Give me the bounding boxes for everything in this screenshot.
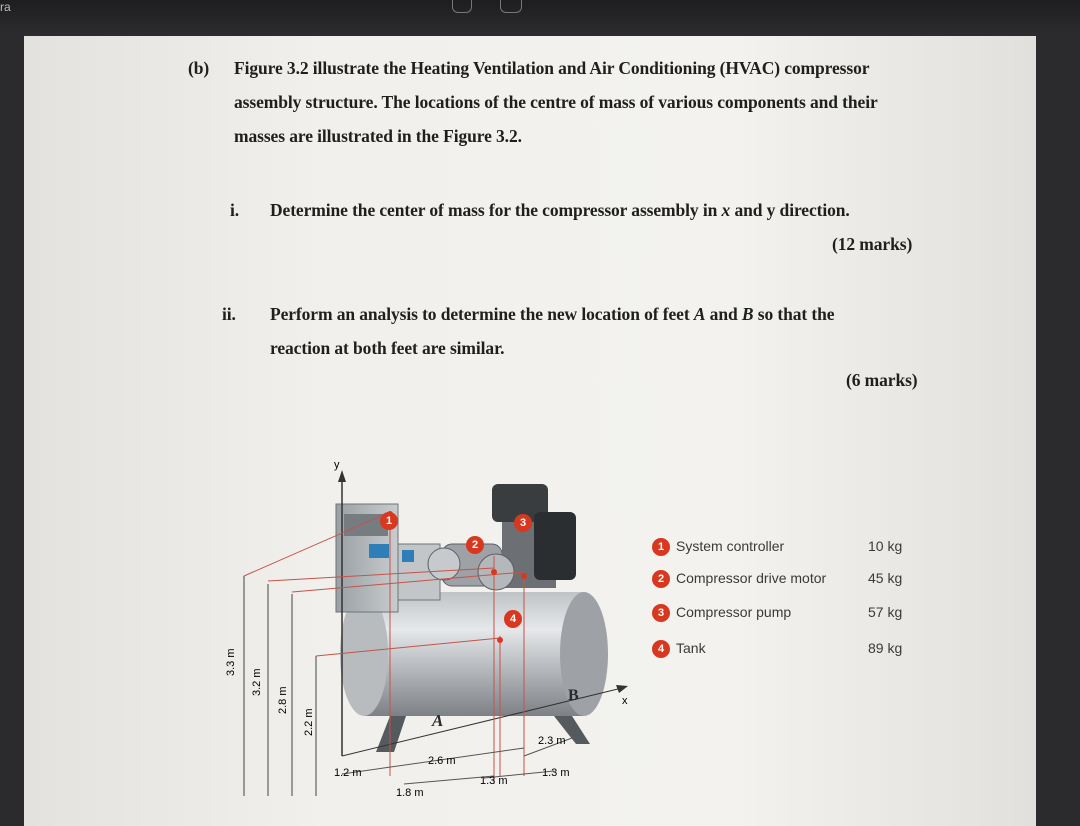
part-b-line-1-text: illustrate the Heating Ventilation and Air Conditioning (HVAC) compressor	[308, 58, 870, 78]
y-axis-arrow	[338, 470, 346, 482]
x-axis-arrow	[616, 685, 628, 693]
badge-2: 2	[466, 536, 484, 554]
dim-label-1-2: 1.2 m	[334, 767, 362, 779]
dim-label-1-3-right: 1.3 m	[542, 767, 570, 779]
toolbar-square-icon[interactable]	[452, 0, 472, 13]
legend-mass-1: 10 kg	[868, 538, 903, 554]
part-b-line-3-end: .	[517, 126, 522, 146]
legend-badge-4: 4	[652, 640, 670, 658]
q2-text-pre: Perform an analysis to determine the new location of feet	[270, 304, 694, 324]
dim-label-1-3-left: 1.3 m	[480, 775, 508, 787]
badge-1: 1	[380, 512, 398, 530]
legend-mass-4: 89 kg	[868, 640, 903, 656]
q2-text-post: so that the	[753, 304, 835, 324]
q1-text-post: and y direction.	[730, 200, 850, 220]
height-label-2-8: 2.8 m	[277, 686, 289, 714]
legend-name-3: Compressor pump	[676, 604, 792, 620]
hvac-compressor-figure	[24, 36, 1036, 826]
foot-a-label: A	[432, 711, 444, 730]
q2-text-a: A	[693, 304, 706, 324]
corner-mark: ra	[0, 0, 11, 14]
badge-3: 3	[514, 514, 532, 532]
question-ii-label: ii.	[222, 304, 236, 324]
y-axis-label: y	[334, 459, 340, 471]
legend-name-2: Compressor drive motor	[676, 570, 827, 586]
com-point-4	[497, 637, 503, 643]
question-ii-line-2: reaction at both feet are similar.	[270, 338, 505, 358]
legend-badge-2: 2	[652, 570, 670, 588]
question-ii-marks: (6 marks)	[846, 370, 918, 390]
x-axis-label: x	[622, 695, 628, 707]
q2-text-mid: and	[705, 304, 742, 324]
height-label-2-2: 2.2 m	[303, 708, 315, 736]
legend-badge-1: 1	[652, 538, 670, 556]
dim-label-2-6: 2.6 m	[428, 755, 456, 767]
dim-label-1-8: 1.8 m	[396, 787, 424, 799]
figure-ref: Figure 3.2	[234, 58, 309, 78]
legend-name-1: System controller	[676, 538, 785, 554]
height-label-3-2: 3.2 m	[251, 668, 263, 696]
part-b-line-3-text: masses are illustrated in the	[234, 126, 444, 146]
com-point-3	[521, 573, 527, 579]
com-point-2	[491, 569, 497, 575]
badge-4: 4	[504, 610, 522, 628]
q1-text-pre: Determine the center of mass for the compressor assembly in	[270, 200, 722, 220]
legend-mass-3: 57 kg	[868, 604, 903, 620]
figure-ref-2: Figure 3.2	[443, 126, 518, 146]
question-i-label: i.	[230, 200, 240, 220]
q1-text-x: x	[721, 200, 731, 220]
legend-badge-3: 3	[652, 604, 670, 622]
foot-b-label: B	[568, 687, 579, 704]
question-paper	[24, 36, 1036, 826]
height-label-3-3: 3.3 m	[225, 648, 237, 676]
part-b-line-2: assembly structure. The locations of the centre of mass of various components and their	[234, 92, 878, 112]
tank-shape	[340, 592, 608, 752]
window-top-bar	[0, 0, 1080, 36]
dim-label-2-3: 2.3 m	[538, 735, 566, 747]
legend-name-4: Tank	[676, 640, 706, 656]
part-b-label: (b)	[188, 58, 210, 78]
toolbar-chevron-icon[interactable]	[500, 0, 522, 13]
legend-mass-2: 45 kg	[868, 570, 903, 586]
q2-text-b: B	[741, 304, 754, 324]
question-i-marks: (12 marks)	[832, 234, 913, 254]
